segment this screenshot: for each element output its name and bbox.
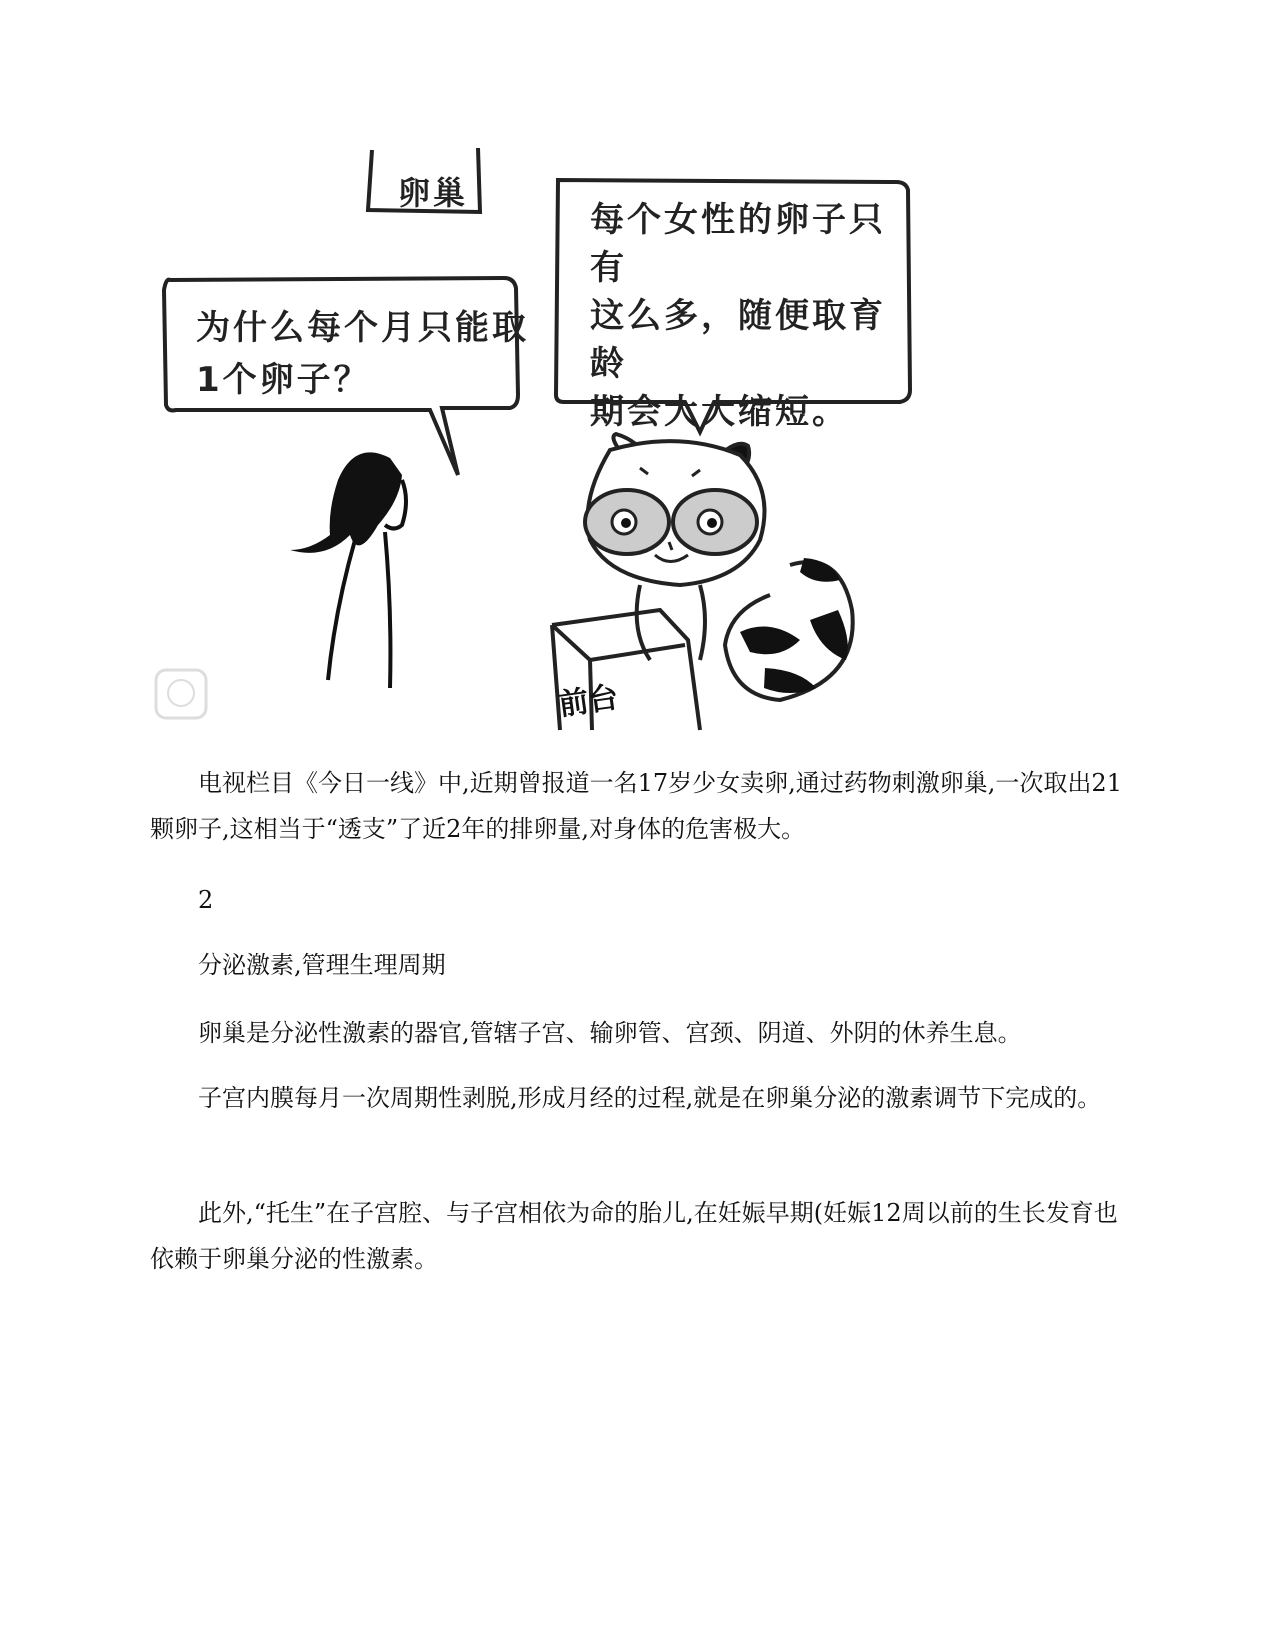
paragraph-pregnancy (150, 1190, 1125, 1282)
section-title-text: 分泌激素,管理生理周期 (198, 951, 446, 979)
desk-label: 前台 (556, 679, 621, 723)
comic-illustration (140, 140, 920, 740)
raccoon-figure (585, 434, 853, 700)
section-title (150, 942, 1125, 988)
watermark-logo (156, 670, 206, 718)
paragraph-text: 此外,“托生”在子宫腔、与子宫相依为命的胎儿,在妊娠早期(妊娠12周以前的生长发育也依赖于卵巢分泌的性激素。 (150, 1199, 1118, 1273)
paragraph-text: 子宫内膜每月一次周期性剥脱,形成月经的过程,就是在卵巢分泌的激素调节下完成的。 (198, 1084, 1102, 1112)
paragraph-news (150, 760, 1125, 852)
paragraph-menstruation (150, 1075, 1125, 1121)
paragraph-text: 卵巢是分泌性激素的器官,管辖子宫、输卵管、宫颈、阴道、外阴的休养生息。 (198, 1019, 1022, 1047)
answer-bubble-text: 每个女性的卵子只有 这么多，随便取育龄 期会大大缩短。 (590, 200, 886, 432)
woman-figure (290, 452, 406, 688)
section-number (150, 877, 1125, 923)
section-number-text: 2 (198, 886, 214, 914)
paragraph-hormones (150, 1010, 1125, 1056)
paragraph-text: 电视栏目《今日一线》中,近期曾报道一名17岁少女卖卵,通过药物刺激卵巢,一次取出21颗卵子,这相当于“透支”了近2年的排卵量,对身体的危害极大。 (150, 769, 1122, 843)
question-bubble-text: 为什么每个月只能取 1个卵子？ (196, 308, 529, 400)
ovary-sign-label: 卵巢 (398, 174, 469, 212)
